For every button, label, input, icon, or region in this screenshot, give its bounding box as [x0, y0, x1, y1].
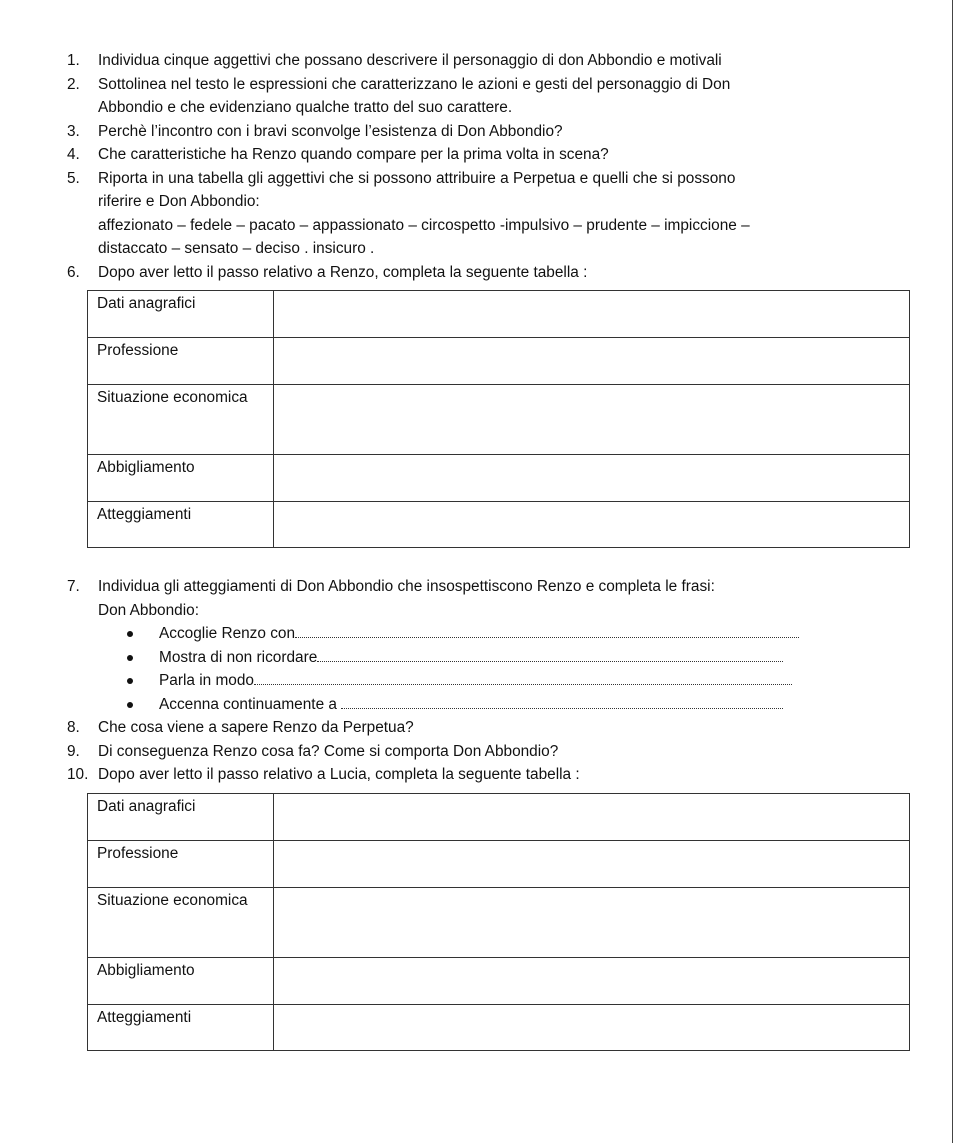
- table-answer-cell[interactable]: [274, 502, 910, 548]
- table-label-cell: Abbigliamento: [88, 957, 274, 1004]
- table-answer-cell[interactable]: [274, 840, 910, 887]
- question-number: 5.: [67, 169, 80, 187]
- question-number: 8.: [67, 719, 80, 736]
- question-6: [0, 261, 838, 285]
- question-number: 9.: [67, 742, 80, 760]
- question-text-line: Abbondio e che evidenziano qualche tratto del suo carattere.: [98, 99, 513, 116]
- question-text: Di conseguenza Renzo cosa fa? Come si comporta Don Abbondio?: [98, 742, 559, 760]
- table-row: [88, 1004, 910, 1050]
- question-10: [0, 763, 838, 787]
- table-label-cell: Dati anagrafici: [88, 291, 274, 338]
- question-text: Dopo aver letto il passo relativo a Renzo, completa la seguente tabella :: [98, 263, 588, 281]
- list-item: [0, 669, 809, 693]
- question-5: [0, 167, 843, 261]
- lucia-table: [87, 793, 910, 1051]
- table-row: [88, 291, 910, 338]
- page-right-edge: [952, 0, 953, 1143]
- question-4: [0, 143, 838, 167]
- table-label-cell: Situazione economica: [88, 887, 274, 957]
- question-number: 4.: [67, 146, 80, 163]
- table-label-cell: Professione: [88, 840, 274, 887]
- table-row: [88, 502, 910, 548]
- question-9: [0, 740, 838, 764]
- table-row: [88, 840, 910, 887]
- completion-list: [0, 622, 920, 716]
- list-item: [0, 646, 809, 670]
- question-1: [0, 49, 838, 73]
- question-text-line: Riporta in una tabella gli aggettivi che si possono attribuire a Perpetua e quelli che si possono: [98, 169, 736, 187]
- table-row: [88, 793, 910, 840]
- list-item-text: Parla in modo: [159, 672, 254, 689]
- question-text: Perchè l’incontro con i bravi sconvolge l’esistenza di Don Abbondio?: [98, 122, 563, 140]
- blank-line[interactable]: [341, 707, 783, 709]
- question-text-line: riferire e Don Abbondio:: [98, 193, 260, 210]
- list-item: [0, 693, 809, 717]
- question-number: 6.: [67, 263, 80, 281]
- blank-line[interactable]: [295, 636, 799, 638]
- question-subtitle: Don Abbondio:: [98, 601, 199, 619]
- table-answer-cell[interactable]: [274, 957, 910, 1004]
- list-item-text: Mostra di non ricordare: [159, 648, 318, 666]
- bullet-icon: [127, 702, 133, 708]
- table-answer-cell[interactable]: [274, 338, 910, 385]
- question-number: 10.: [67, 766, 89, 783]
- list-item-text: Accoglie Renzo con: [159, 625, 296, 642]
- renzo-table: [87, 290, 910, 548]
- table-label-cell: Situazione economica: [88, 385, 274, 455]
- table-answer-cell[interactable]: [274, 455, 910, 502]
- table-answer-cell[interactable]: [274, 385, 910, 455]
- table-row: [88, 887, 910, 957]
- table-answer-cell[interactable]: [274, 793, 910, 840]
- table-row: [88, 338, 910, 385]
- table-answer-cell[interactable]: [274, 887, 910, 957]
- question-text: Che cosa viene a sapere Renzo da Perpetua?: [98, 719, 414, 736]
- question-text-line: Sottolinea nel testo le espressioni che caratterizzano le azioni e gesti del personaggio di Don: [98, 75, 731, 93]
- worksheet: [0, 49, 920, 1051]
- blank-line[interactable]: [254, 683, 792, 685]
- blank-line[interactable]: [317, 660, 783, 662]
- table-label-cell: Dati anagrafici: [88, 793, 274, 840]
- question-number: 3.: [67, 122, 80, 140]
- table-label-cell: Atteggiamenti: [88, 1004, 274, 1050]
- question-7: [0, 575, 843, 622]
- question-text: Che caratteristiche ha Renzo quando compare per la prima volta in scena?: [98, 146, 609, 163]
- table-row: [88, 957, 910, 1004]
- list-item-text: Accenna continuamente a: [159, 695, 342, 713]
- question-text: Individua cinque aggettivi che possano descrivere il personaggio di don Abbondio e motivali: [98, 52, 722, 69]
- question-number: 1.: [67, 52, 80, 69]
- question-number: 7.: [67, 578, 80, 595]
- table-label-cell: Abbigliamento: [88, 455, 274, 502]
- bullet-icon: [127, 655, 133, 661]
- bullet-icon: [127, 631, 133, 637]
- question-text: Dopo aver letto il passo relativo a Lucia, completa la seguente tabella :: [98, 766, 580, 783]
- table-answer-cell[interactable]: [274, 1004, 910, 1050]
- question-8: [0, 716, 838, 740]
- question-text: Individua gli atteggiamenti di Don Abbondio che insospettiscono Renzo e completa le frasi:: [98, 578, 715, 595]
- table-row: [88, 455, 910, 502]
- question-2: [0, 73, 838, 120]
- table-label-cell: Professione: [88, 338, 274, 385]
- question-number: 2.: [67, 75, 80, 93]
- list-item: [0, 622, 809, 646]
- table-answer-cell[interactable]: [274, 291, 910, 338]
- table-label-cell: Atteggiamenti: [88, 502, 274, 548]
- bullet-icon: [127, 678, 133, 684]
- table-row: [88, 385, 910, 455]
- adjective-list-line: distaccato – sensato – deciso . insicuro .: [98, 240, 375, 257]
- adjective-list-line: affezionato – fedele – pacato – appassionato – circospetto -impulsivo – prudente – impiccione –: [98, 216, 750, 234]
- question-3: [0, 120, 838, 144]
